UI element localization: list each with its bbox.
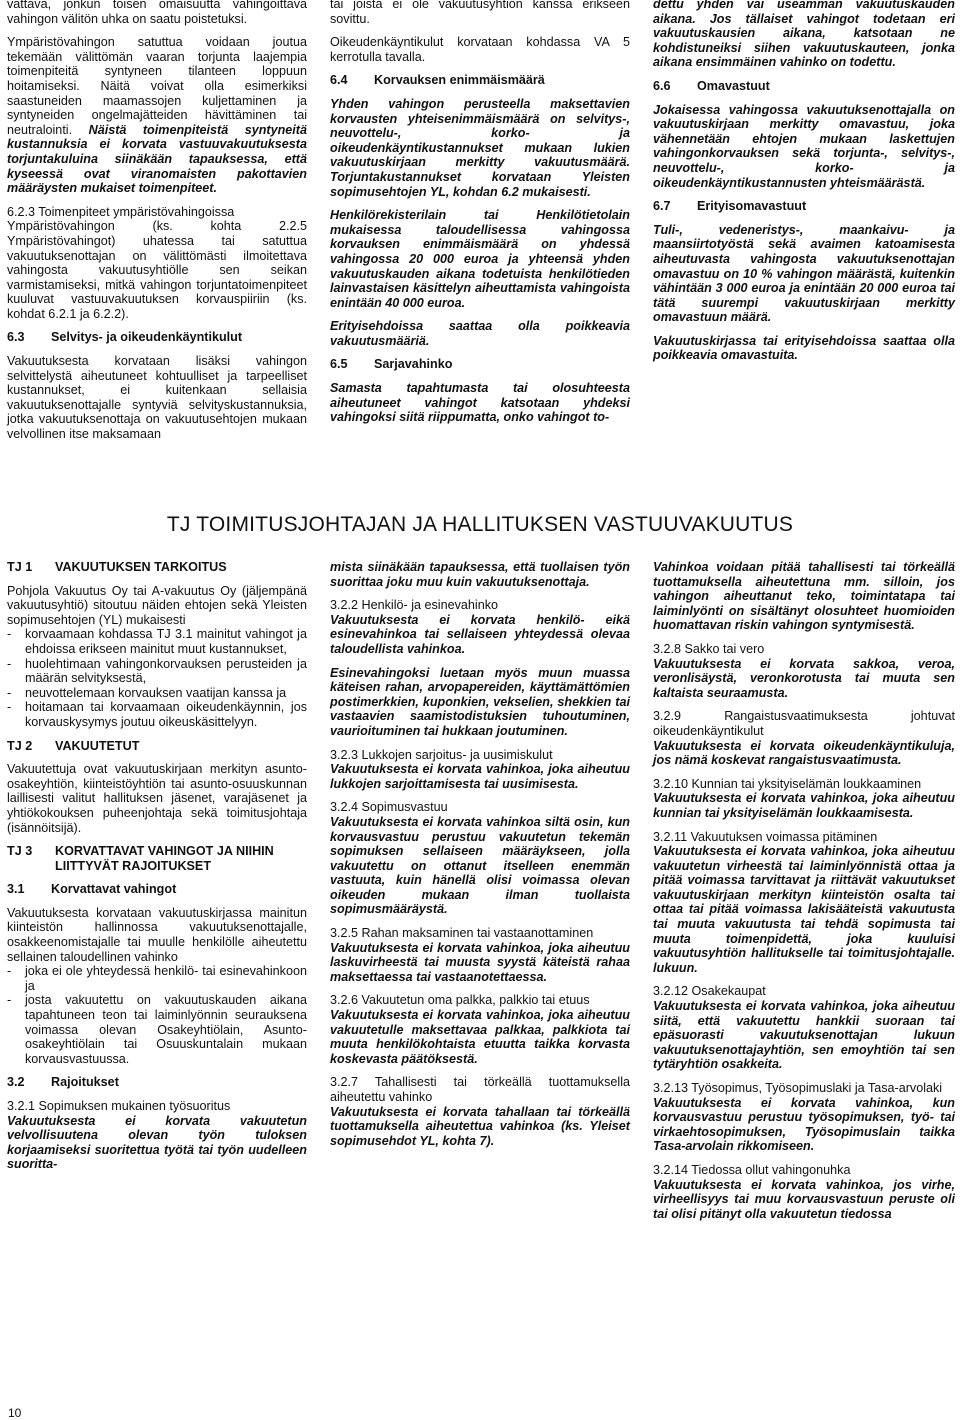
list-item: - josta vakuutettu on vakuutuskauden aikana tapahtuneen teon tai laiminlyönnin seurauksena voimassa olevan Osakeyhtiölain, Asunto-osakeyhtiölain tai Osuuskuntalain mukaan korvausvastuussa. — [7, 993, 307, 1066]
paragraph-emphasis: Jokaisessa vahingossa vakuutuksenottajalla on vakuutuskirjaan merkitty omavastuu, joka vähennetään ehtojen mukaan laskettujen vahingonkorvauksen sekä torjunta-, selvitys-, neuvottelu-, korko- ja oikeudenkäyntikustannusten yhteismäärästä. — [653, 102, 955, 190]
paragraph-emphasis: Vakuutuksesta ei korvata henkilö- eikä esinevahinkoa tai sellaiseen yhteydessä olevaa taloudellista vahinkoa. — [330, 612, 630, 656]
heading-text: VAKUUTUKSEN TARKOITUS — [55, 560, 227, 574]
subheading: 3.2.10 Kunnian tai yksityiselämän loukkaaminen — [653, 776, 922, 791]
paragraph: Ympäristövahingon (ks. kohta 2.2.5 Ympäristövahingot) uhatessa tai satuttua vakuutuksenottajan on välittömästi ilmoitettava vahingosta vakuutusyhtiölle sen seikan varmistamiseksi, mitkä vahingon torjuntatoimenpiteet kuuluvat vastuuvakuutuksen korvauspiiriin (ks. kohdat 6.2.1 ja 6.2.2). — [7, 219, 307, 321]
heading-6-6 — [653, 79, 955, 94]
section-title: TJ TOIMITUSJOHTAJAN JA HALLITUKSEN VASTUUVAKUUTUS — [166, 513, 794, 536]
heading-number: 3.2 — [7, 1075, 25, 1090]
list-item: - hoitamaan tai korvaamaan oikeudenkäynnin, jos korvauskysymys joutuu oikeuskäsittelyyn. — [7, 700, 307, 729]
subheading: 3.2.3 Lukkojen sarjoitus- ja uusimiskulut — [330, 747, 553, 762]
subheading: 6.2.3 Toimenpiteet ympäristövahingoissa — [7, 204, 235, 219]
paragraph-emphasis: Tuli-, vedeneristys-, maankaivu- ja maansiirtotyöstä sekä avaimen katoamisesta aiheutuvasta vahingosta vakuutuksenottajan omavastuu on 10 % vahingon määrästä, kuitenkin vähintään 3 000 euroa ja enintään 20 000 euroa tai tätä suurempi vakuutuskirjaan merkitty omavastuun määrä. — [653, 222, 955, 325]
paragraph-emphasis: Vakuutuksesta ei korvata vakuutetun velvollisuutena olevan työn tuloksen korjaamiseksi suoritettua työtä tai työn uudelleen suoritta- — [7, 1113, 307, 1172]
paragraph-emphasis: Vakuutuksesta ei korvata vahinkoa, joka aiheutuu lukkojen sarjoittamisesta tai uusimisesta. — [330, 762, 630, 791]
paragraph-emphasis: Vakuutuksesta ei korvata vahinkoa siltä osin, kun korvausvastuu perustuu vakuutetun tekemän sopimuksen sellaiseen määräykseen, jolla vakuutettu on ottanut itselleen enemmän vastuuta, kuin hänellä olisi voimassa olevan oikeuden mukaan ilman tuollaista sopimusmääräystä. — [330, 814, 630, 917]
list-item: - joka ei ole yhteydessä henkilö- tai esinevahinkoon ja — [7, 964, 307, 993]
list-item: - huolehtimaan vahingonkorvauksen perusteiden ja määrän selvityksestä, — [7, 657, 307, 686]
bottom-column-3 — [653, 560, 955, 1230]
paragraph-emphasis: Vakuutuksesta ei korvata vahinkoa, jos virhe, virheellisyys tai muu korvausvastuun peruste oli tai olisi pitänyt olla vakuutetun tiedossa — [653, 1177, 955, 1221]
subheading: 3.2.14 Tiedossa ollut vahingonuhka — [653, 1162, 851, 1177]
heading-number: TJ 1 — [7, 560, 33, 574]
paragraph: Vakuutettuja ovat vakuutuskirjaan merkityn asunto-osakeyhtiön, kiinteistöyhtiön tai asunto-osuuskunnan laillisesti valitut hallituksen jäsenet, varajäsenet ja yhtiökokouksen puheenjohtaja sekä toimitusjohtaja (isännöitsijä). — [7, 762, 307, 835]
paragraph: Vakuutuksesta korvataan vakuutuskirjassa mainitun kiinteistön hallinnossa vakuutuksenottajalle, osakkeenomistajalle tai muulle henkilölle aiheutettu sellainen taloudellinen vahinko — [7, 905, 307, 964]
subheading: 3.2.6 Vakuutetun oma palkka, palkkio tai etuus — [330, 993, 590, 1008]
subheading: 3.2.12 Osakekaupat — [653, 984, 766, 999]
paragraph-emphasis: Vakuutuksesta ei korvata oikeudenkäyntikuluja, jos nämä koskevat rangaistusvaatimusta. — [653, 738, 955, 768]
subheading: 3.2.7 Tahallisesti tai törkeällä tuottamuksella aiheutettu vahinko — [330, 1075, 630, 1104]
subheading: 3.2.13 Työsopimus, Työsopimuslaki ja Tasa-arvolaki — [653, 1081, 943, 1095]
heading-number: TJ 3 — [7, 844, 33, 859]
heading-number: 6.4 — [330, 73, 348, 88]
paragraph-emphasis: Vakuutuksesta ei korvata sakkoa, veroa, veronlisäystä, veronkorotusta tai muuta sen kaltaista seuraamusta. — [653, 656, 955, 700]
paragraph-emphasis: Erityisehdoissa saattaa olla poikkeavia vakuutusmääriä. — [330, 319, 630, 348]
subheading: 3.2.9 Rangaistusvaatimuksesta johtuvat oikeudenkäyntikulut — [653, 709, 955, 738]
paragraph-emphasis: Vakuutuksesta ei korvata vahinkoa, joka aiheutuu laskuvirheestä tai muusta syystä käteistä rahaa maksettaessa tai vastaanotettaessa. — [330, 940, 630, 984]
paragraph: Vakuutuksesta korvataan lisäksi vahingon selvittelystä aiheutuneet kohtuulliset ja tarpeelliset kustannukset, ei kuitenkaan sellaisia vakuutuksenottajalle syntyviä selvityskustannuksia, jotka vakuutuksenottaja on vakuutusehtojen mukaan velvollinen itse maksamaan — [7, 354, 307, 442]
page-number: 10 — [8, 1406, 22, 1420]
paragraph-emphasis: Vakuutuksesta ei korvata vahinkoa, joka aiheutuu vakuutetun virheestä tai laiminlyönnistä ottaa ja pitää voimassa tarvittavat ja riittävät vakuutukset vakuutuskirjaan merkityn kiinteistön osalta tai ottaa tai pitää voimassa lakisääteistä vakuutusta tai muuta vakuutusta tai tehdä sopimusta tai muuta toimenpidettä, joka kuuluisi vakuutusyhtiön hallitukselle tai toimitusjohtajalle. lukuun. — [653, 844, 955, 975]
heading-number: 6.7 — [653, 199, 671, 214]
paragraph: vattava, jonkun toisen omaisuutta vahingoittava vahingon välitön uhka on saatu poistetuksi. — [7, 0, 307, 26]
heading-text: Erityisomavastuut — [697, 199, 807, 214]
heading-text: Omavastuut — [697, 78, 770, 93]
paragraph-emphasis: dettu yhden vai useamman vakuutuskauden aikana. Jos tällaiset vahingot todetaan eri vakuutuskausien aikana, katsotaan ne kohdistuneiksi siihen vakuutuskauteen, jonka aikana ensimmäinen vahinko on todettu. — [653, 0, 955, 70]
dash-list — [7, 627, 307, 729]
heading-text: VAKUUTETUT — [55, 738, 140, 753]
paragraph-emphasis: Vakuutuskirjassa tai erityisehdoissa saattaa olla poikkeavia omavastuita. — [653, 333, 955, 363]
paragraph-emphasis: Vakuutuksesta ei korvata vahinkoa, joka aiheutuu kunnian tai yksityiselämän loukkaamisesta. — [653, 791, 955, 820]
subheading: 3.2.2 Henkilö- ja esinevahinko — [330, 598, 499, 613]
heading-tj2 — [7, 739, 307, 754]
heading-text: Rajoitukset — [51, 1075, 119, 1090]
heading-number: 6.3 — [7, 330, 25, 345]
heading-text: Korvattavat vahingot — [51, 882, 177, 897]
heading-text: KORVATTAVAT VAHINGOT JA NIIHIN LIITTYVÄT RAJOITUKSET — [55, 844, 274, 873]
paragraph-emphasis: Näistä toimenpiteistä syntyneitä kustannuksia ei korvata vastuuvakuutuksesta torjuntakuluina siinäkään tapauksessa, että kyseessä ovat viranomaisten pakottavien määräysten mukaiset toimenpiteet. — [7, 122, 308, 196]
top-column-2 — [330, 0, 630, 434]
paragraph-emphasis: Henkilörekisterilain tai Henkilötietolain mukaisessa taloudellisessa vahingossa korvauksen enimmäismäärä on yhdessä vahingossa 20 000 euroa ja yhteensä yhden vakuutuskauden aikana todetuista henkilötieden lainvastaisen käsittelyn aiheuttamista vahingoista enintään 40 000 euroa. — [330, 208, 630, 310]
paragraph-emphasis: Samasta tapahtumasta tai olosuhteesta aiheutuneet vahingot katsotaan yhdeksi vahingoksi siitä riippumatta, onko vahingot to- — [330, 381, 630, 425]
heading-text: Korvauksen enimmäismäärä — [374, 73, 545, 88]
paragraph-emphasis: Yhden vahingon perusteella maksettavien korvausten yhteisenimmäismäärä on selvitys-, neuvottelu-, korko- ja oikeudenkäyntikustannukset mukaan lukien vakuutuskirjaan merkitty vakuutusmäärä. Torjuntakustannukset korvataan Yleisten sopimusehtojen YL, kohdan 6.2 mukaisesti. — [330, 96, 630, 199]
paragraph-emphasis: Vakuutuksesta ei korvata vahinkoa, joka aiheutuu siitä, että vakuutettu hankkii suoraan tai epäsuorasti vakuutuksenottajan lukuun vakuutuksenottajayhtiön, sen emoyhtiön tai sen tytäryhtiön osakkeita. — [653, 999, 955, 1072]
paragraph-text: Ympäristövahingon satuttua voidaan joutua tekemään välittömän vaaran torjunta laajempia toimenpiteitä syntyneen tilanteen loppuun hoitamiseksi. Näitä voivat olla esimerkiksi saastuneiden maamassojen kuljettaminen ja syntyneiden ongelmajätteiden hävittäminen tai neutralointi. — [7, 35, 307, 137]
heading-6-7 — [653, 199, 955, 214]
heading-3-2 — [7, 1075, 307, 1090]
paragraph-emphasis: Vakuutuksesta ei korvata tahallaan tai törkeällä tuottamuksella aiheutettua vahinkoa (ks. Yleiset sopimusehdot YL, kohta 7). — [330, 1104, 630, 1148]
paragraph-emphasis: mista siinäkään tapauksessa, että tuollaisen työn suorittaa joku muu kuin vakuutuksenottaja. — [330, 560, 630, 589]
heading-tj1 — [7, 560, 307, 575]
list-item: - neuvottelemaan korvauksen vaatijan kanssa ja — [7, 686, 307, 701]
paragraph: tai joista ei ole vakuutusyhtiön kanssa erikseen sovittu. — [330, 0, 630, 26]
heading-number: TJ 2 — [7, 738, 33, 753]
top-column-3 — [653, 0, 955, 372]
subheading: 3.2.5 Rahan maksaminen tai vastaanottaminen — [330, 926, 594, 941]
heading-6-3 — [7, 330, 307, 345]
heading-text: Sarjavahinko — [374, 357, 453, 372]
heading-number: 6.6 — [653, 78, 671, 93]
subheading: 3.2.11 Vakuutuksen voimassa pitäminen — [653, 829, 878, 844]
dash-list — [7, 964, 307, 1066]
bottom-column-1 — [7, 560, 307, 1181]
heading-number: 6.5 — [330, 357, 348, 372]
paragraph: Oikeudenkäyntikulut korvataan kohdassa VA 5 kerrotulla tavalla. — [330, 35, 630, 64]
heading-tj3 — [7, 844, 307, 873]
subheading: 3.2.8 Sakko tai vero — [653, 641, 765, 656]
top-column-1 — [7, 0, 307, 451]
list-item: - korvaamaan kohdassa TJ 3.1 mainitut vahingot ja ehdoissa erikseen mainitut muut kustannukset, — [7, 627, 307, 656]
bottom-column-2 — [330, 560, 630, 1157]
heading-6-4 — [330, 73, 630, 88]
heading-3-1 — [7, 882, 307, 897]
subheading: 3.2.4 Sopimusvastuu — [330, 800, 448, 815]
heading-number: 3.1 — [7, 882, 25, 897]
paragraph-emphasis: Vakuutuksesta ei korvata vahinkoa, joka aiheutuu vakuutetulle maksettavaa palkkaa, palkkiota tai muuta henkilökohtaista etuutta taikka korvasta koskevasta päätöksestä. — [330, 1008, 630, 1066]
paragraph: Pohjola Vakuutus Oy tai A-vakuutus Oy (jäljempänä vakuutusyhtiö) sitoutuu näiden ehtojen sekä Yleisten sopimusehtojen (YL) mukaisesti — [7, 583, 307, 627]
paragraph-emphasis: Esinevahingoksi luetaan myös muun muassa käteisen rahan, arvopapereiden, käyttämättömien postimerkkien, kuponkien, vekselien, shekkien tai vastaavien saamistodistuksien tuhoutuminen, vaurioituminen tai hukkaan joutuminen. — [330, 665, 630, 738]
paragraph-emphasis: Vahinkoa voidaan pitää tahallisesti tai törkeällä tuottamuksella aiheutettuna mm. silloin, jos vahingon aiheuttanut teko, toimintatapa tai laiminlyönti on sisältänyt olosuhteet huomioiden huomattavan riskin vahingon syntymisestä. — [653, 560, 955, 633]
paragraph — [7, 35, 307, 196]
paragraph-emphasis: Vakuutuksesta ei korvata vahinkoa, kun korvausvastuu perustuu työsopimuksen, työ- tai virkaehtosopimuksen, Työsopimuslain taikka Tasa-arvolain rikkomiseen. — [653, 1095, 955, 1154]
heading-text: Selvitys- ja oikeudenkäyntikulut — [51, 330, 243, 345]
subheading: 3.2.1 Sopimuksen mukainen työsuoritus — [7, 1099, 231, 1113]
heading-6-5 — [330, 357, 630, 372]
